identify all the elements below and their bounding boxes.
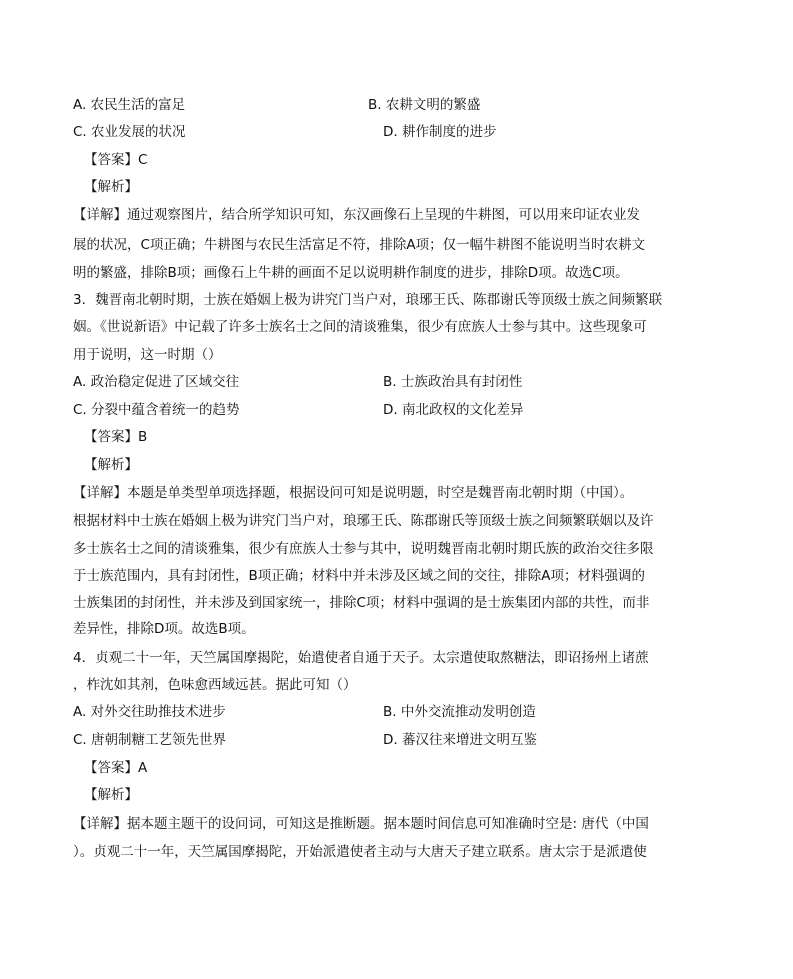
q2-option-c: C. 农业发展的状况 [73,124,186,140]
q3-option-d: D. 南北政权的文化差异 [383,402,524,418]
q3-option-c: C. 分裂中蕴含着统一的趋势 [73,402,240,418]
q2-option-b: B. 农耕文明的繁盛 [368,97,481,113]
q2-option-a: A. 农民生活的富足 [73,97,186,113]
q3-stem-line: 3．魏晋南北朝时期，士族在婚姻上极为讲究门当户对，琅琊王氏、陈郡谢氏等顶级士族之间频繁联 [73,292,663,308]
q4-detail-line: ）。贞观二十一年，天竺属国摩揭陀，开始派遣使者主动与大唐天子建立联系。唐太宗于是派遣使 [73,844,647,860]
q4-option-c: C. 唐朝制糖工艺领先世界 [73,732,227,748]
q4-stem-line: ，柞沈如其剂，色味愈西域远甚。据此可知（） [73,677,357,693]
q3-detail-line: 根据材料中士族在婚姻上极为讲究门当户对，琅琊王氏、陈郡谢氏等顶级士族之间频繁联姻以及许 [73,513,654,529]
q4-stem-line: 4．贞观二十一年，天竺属国摩揭陀，始遣使者自通于天子。太宗遣使取熬糖法，即诏扬州上诸蔗 [73,650,649,666]
q2-analysis-label: 【解析】 [84,179,138,195]
q4-analysis-label: 【解析】 [84,787,138,803]
q2-detail-line: 明的繁盛，排除B项；画像石上牛耕的画面不足以说明耕作制度的进步，排除D项。故选C项。 [73,265,629,281]
q4-detail-line: 【详解】据本题主题干的设问词，可知这是推断题。据本题时间信息可知准确时空是: 唐代（中国 [73,816,649,832]
q4-option-b: B. 中外交流推动发明创造 [383,704,536,720]
q3-detail-line: 于士族范围内，具有封闭性，B项正确；材料中并未涉及区域之间的交往，排除A项；材料强调的 [73,568,645,584]
q4-option-a: A. 对外交往助推技术进步 [73,704,226,720]
q4-answer: 【答案】A [84,760,148,776]
q3-stem-line: 用于说明，这一时期（） [73,347,222,363]
q3-detail-line: 士族集团的封闭性，并未涉及到国家统一，排除C项；材料中强调的是士族集团内部的共性，而非 [73,595,650,611]
q3-analysis-label: 【解析】 [84,457,138,473]
q4-option-d: D. 蕃汉往来增进文明互鉴 [383,732,537,748]
q2-detail-line: 展的状况，C项正确；牛耕图与农民生活富足不符，排除A项；仅一幅牛耕图不能说明当时农耕文 [73,237,646,253]
q3-detail-line: 多士族名士之间的清谈雅集，很少有庶族人士参与其中，说明魏晋南北朝时期氏族的政治交往多限 [73,541,654,557]
q3-stem-line: 姻。《世说新语》中记载了许多士族名士之间的清谈雅集，很少有庶族人士参与其中。这些现象可 [73,319,647,335]
q3-detail-line: 【详解】本题是单类型单项选择题，根据设问可知是说明题，时空是魏晋南北朝时期（中国）。 [73,485,634,501]
q2-option-d: D. 耕作制度的进步 [383,124,497,140]
q3-detail-line: 差异性，排除D项。故选B项。 [73,621,255,637]
q3-option-a: A. 政治稳定促进了区域交往 [73,374,240,390]
q3-answer: 【答案】B [84,429,148,445]
q3-option-b: B. 士族政治具有封闭性 [383,374,523,390]
q2-answer: 【答案】C [84,152,148,168]
q2-detail-line: 【详解】通过观察图片，结合所学知识可知，东汉画像石上呈现的牛耕图，可以用来印证农业发 [73,207,640,223]
